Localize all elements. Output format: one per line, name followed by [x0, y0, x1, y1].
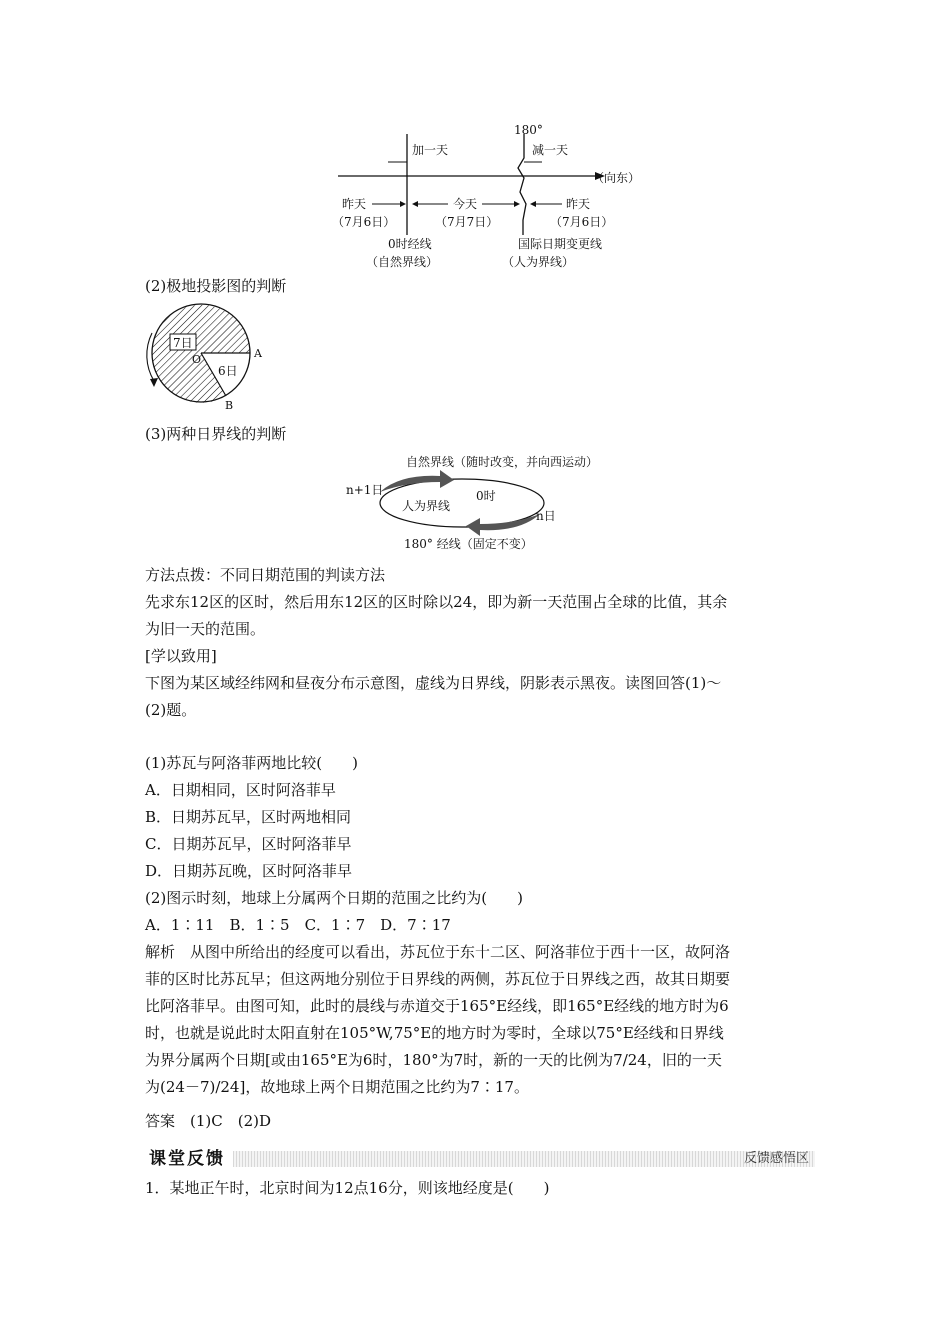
analysis-1: 解析 从图中所给出的经度可以看出，苏瓦位于东十二区、阿洛菲位于西十一区，故阿洛 — [145, 943, 731, 961]
rotation-arrow-head — [150, 378, 158, 387]
heading-two-datelines: (3)两种日界线的判断 — [145, 425, 287, 443]
label-zero-line: 0时经线 — [388, 237, 432, 251]
question-2: (2)图示时刻，地球上分属两个日期的范围之比约为( ) — [145, 889, 523, 907]
label-date-right: （7月6日） — [550, 215, 614, 229]
date-line-diagram — [310, 120, 640, 272]
answer: 答案 (1)C (2)D — [145, 1112, 271, 1130]
label-center: O — [192, 353, 202, 366]
banner-bar — [233, 1151, 815, 1167]
label-natural: （自然界线） — [366, 255, 439, 269]
banner-right-label: 反馈感悟区 — [743, 1151, 809, 1166]
question-1: (1)苏瓦与阿洛菲两地比较( ) — [145, 754, 358, 772]
arrow-today-right-head — [514, 201, 520, 207]
analysis-4: 时，也就是说此时太阳直射在105°W,75°E的地方时为零时，全球以75°E经线和日界线 — [145, 1024, 724, 1042]
method-text-1: 先求东12区的区时，然后用东12区的区时除以24，即为新一天范围占全球的比值，其余 — [145, 593, 728, 611]
two-datelines-diagram — [340, 448, 620, 558]
q2-options: A．1∶11 B．1∶5 C．1∶7 D．7∶17 — [145, 916, 451, 934]
arrow-right-west-head — [530, 201, 536, 207]
label-minus-day: 减一天 — [532, 143, 569, 157]
label-natural-top: 自然界线（随时改变，并向西运动） — [406, 455, 599, 469]
method-text-2: 为旧一天的范围。 — [145, 620, 266, 638]
banner-title: 课堂反馈 — [149, 1149, 225, 1169]
label-n-plus-1: n+1日 — [346, 483, 384, 497]
q1-option-c: C．日期苏瓦早，区时阿洛菲早 — [145, 835, 352, 853]
label-idl: 国际日期变更线 — [518, 237, 603, 251]
label-day6: 6日 — [218, 364, 238, 378]
label-yesterday-right: 昨天 — [566, 197, 591, 211]
label-today: 今天 — [453, 197, 478, 211]
polar-projection-diagram — [140, 303, 270, 415]
method-title: 方法点拨：不同日期范围的判读方法 — [145, 566, 386, 584]
heading-polar: (2)极地投影图的判断 — [145, 277, 287, 295]
analysis-5: 为界分属两个日期[或由165°E为6时，180°为7时，新的一天的比例为7/24，旧的一天 — [145, 1051, 722, 1069]
label-artificial-inner: 人为界线 — [402, 499, 451, 513]
q1-option-d: D．日期苏瓦晚，区时阿洛菲早 — [145, 862, 353, 880]
label-artificial: （人为界线） — [502, 255, 575, 269]
q1-option-b: B．日期苏瓦早，区时两地相同 — [145, 808, 352, 826]
arrow-today-left-head — [412, 201, 418, 207]
label-date-left: （7月6日） — [332, 215, 396, 229]
label-zero-hour: 0时 — [476, 489, 496, 503]
arrow-top-icon — [380, 470, 454, 492]
analysis-6: 为(24－7)/24]，故地球上两个日期范围之比约为7∶17。 — [145, 1078, 529, 1096]
practice-label: [学以致用] — [145, 647, 217, 665]
intro-2: (2)题。 — [145, 701, 197, 719]
label-add-day: 加一天 — [412, 143, 449, 157]
final-question: 1．某地正午时，北京时间为12点16分，则该地经度是( ) — [145, 1179, 550, 1197]
analysis-3: 比阿洛菲早。由图可知，此时的晨线与赤道交于165°E经线，即165°E经线的地方时为6 — [145, 997, 729, 1015]
dateline-zigzag — [518, 134, 526, 235]
label-a: A — [254, 347, 262, 360]
analysis-2: 菲的区时比苏瓦早；但这两地分别位于日界线的两侧，苏瓦位于日界线之西，故其日期要 — [145, 970, 731, 988]
label-day7: 7日 — [173, 336, 193, 350]
label-meridian-bottom: 180° 经线（固定不变） — [404, 537, 533, 551]
label-b: B — [225, 399, 234, 412]
label-180: 180° — [514, 123, 543, 137]
intro-1: 下图为某区域经纬网和昼夜分布示意图，虚线为日界线，阴影表示黑夜。读图回答(1)～ — [145, 674, 722, 692]
label-date-today: （7月7日） — [435, 215, 499, 229]
q1-option-a: A．日期相同，区时阿洛菲早 — [145, 781, 336, 799]
section-banner — [145, 1148, 815, 1170]
label-yesterday-left: 昨天 — [342, 197, 367, 211]
label-east: （向东） — [592, 171, 640, 185]
label-n-day: n日 — [536, 509, 556, 523]
arrow-left-east-head — [400, 201, 406, 207]
